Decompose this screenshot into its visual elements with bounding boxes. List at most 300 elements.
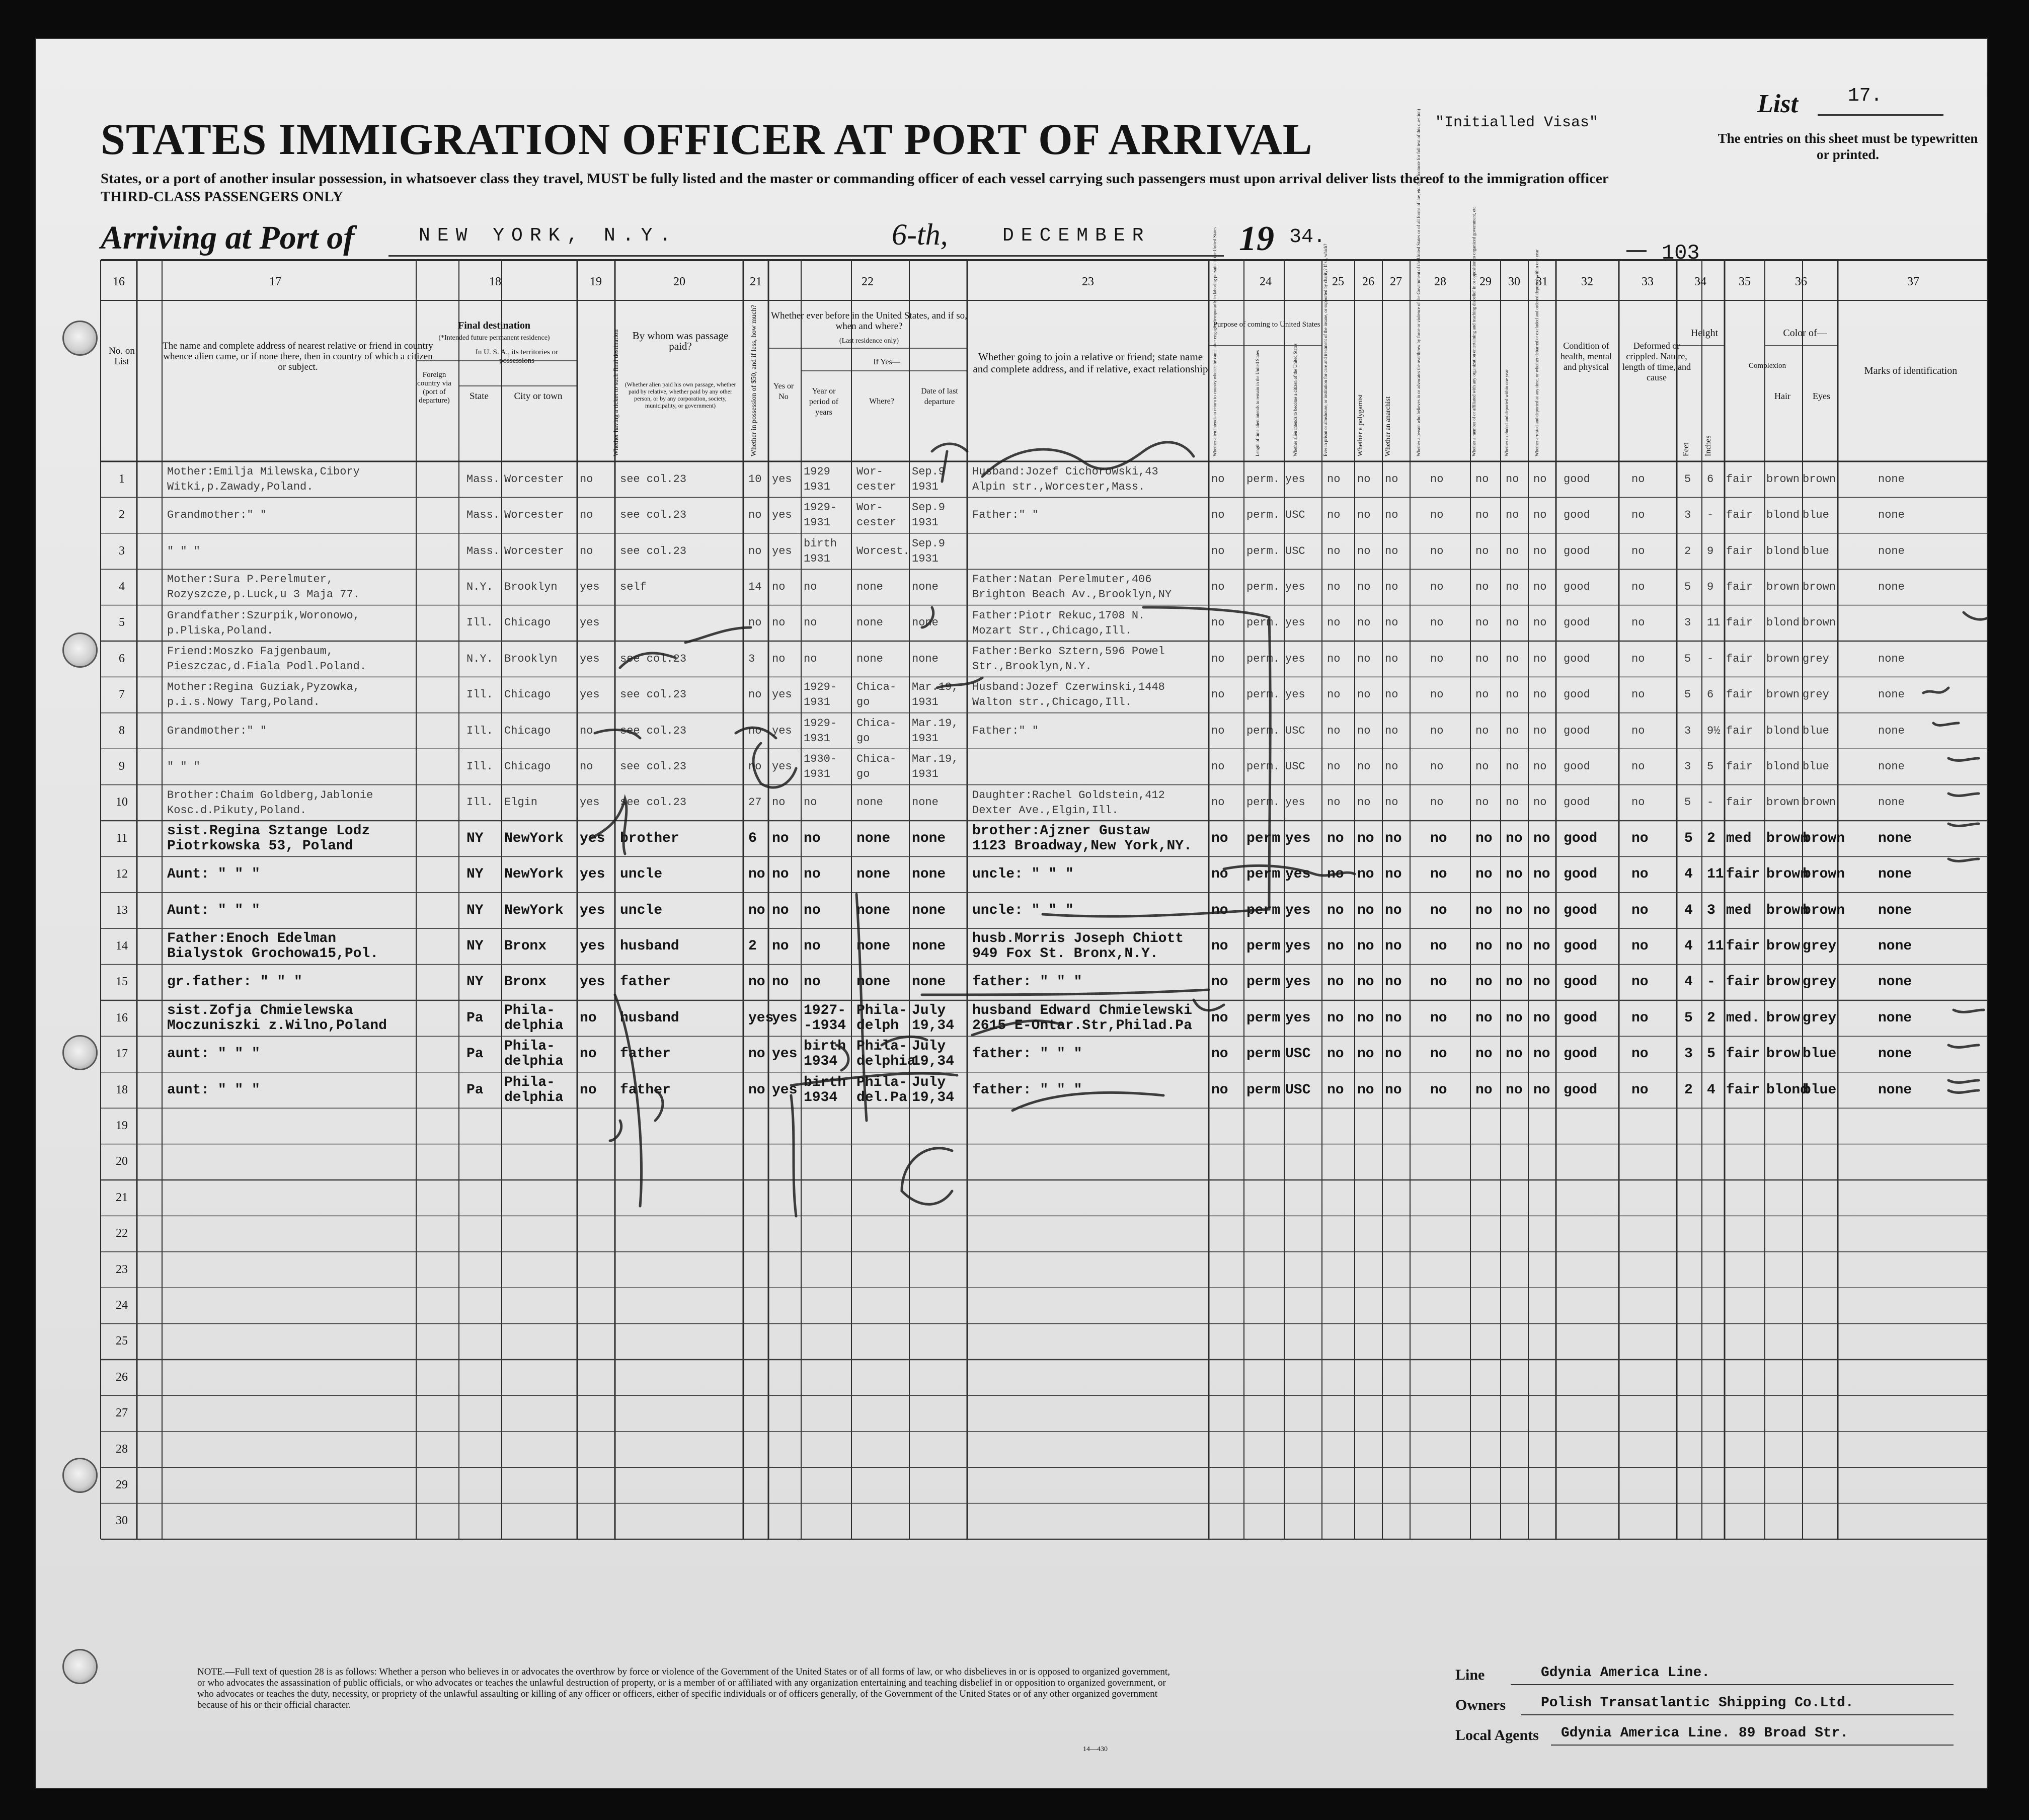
header-final-destination: Final destination — [458, 320, 530, 331]
complexion-value: med — [1726, 830, 1752, 846]
deformed-value: no — [1631, 509, 1645, 522]
complexion-value: fair — [1726, 616, 1753, 629]
height-feet: 3 — [1684, 724, 1691, 737]
destination-city: NewYork — [504, 830, 564, 846]
purpose-length: perm — [1246, 902, 1281, 918]
years-in-us: no — [804, 616, 817, 629]
relative-address: Brother:Chaim Goldberg,Jablonie — [167, 788, 373, 802]
polygamist-value: no — [1357, 544, 1371, 558]
height-feet: 4 — [1684, 866, 1693, 883]
organization-value: no — [1475, 830, 1493, 846]
money-value: 10 — [748, 472, 762, 486]
last-departure-date: July — [912, 1074, 946, 1090]
header-purpose-return: Whether alien intends to return to country whence he came after engaging temporarily in laboring pursuits in the United States — [1212, 226, 1217, 456]
arrival-year-prefix: 19 — [1239, 219, 1274, 258]
ever-before-value: no — [772, 938, 789, 954]
anarchist-value: no — [1385, 830, 1402, 846]
joining-relative: Father:" " — [972, 724, 1039, 737]
purpose-return: no — [1211, 830, 1228, 846]
destination-city: Phila- — [504, 1039, 555, 1055]
purpose-length: perm. — [1246, 616, 1280, 629]
ticket-value: yes — [580, 830, 605, 846]
height-feet: 4 — [1684, 902, 1693, 918]
deported-value: no — [1533, 902, 1550, 918]
purpose-return: no — [1211, 796, 1225, 809]
height-inches: 9½ — [1707, 724, 1721, 737]
anarchist-value: no — [1385, 974, 1402, 990]
relative-address: " " " — [167, 544, 201, 558]
passage-paid-by: husband — [620, 938, 679, 954]
joining-relative: Father:" " — [972, 509, 1039, 522]
header-organization: Whether a member of or affiliated with any organization entertaining and teaching disbelief in or opposition to organized government, etc. — [1471, 205, 1476, 456]
header-ever-before-sub: (Last residence only) — [839, 337, 899, 345]
header-where: Where? — [869, 397, 894, 406]
height-feet: 4 — [1684, 938, 1693, 954]
purpose-citizen: yes — [1285, 616, 1305, 629]
deformed-value: no — [1631, 866, 1649, 883]
header-yes-no: Yes or No — [773, 382, 794, 401]
last-departure-date: none — [912, 580, 939, 593]
ever-before-value: yes — [772, 724, 792, 737]
organization-value: no — [1475, 974, 1493, 990]
row-number: 23 — [116, 1262, 128, 1276]
overthrow-value: no — [1430, 1010, 1447, 1026]
deported-value: no — [1533, 796, 1547, 809]
last-departure-date: July — [912, 1003, 946, 1018]
polygamist-value: no — [1357, 1010, 1374, 1026]
anarchist-value: no — [1385, 796, 1398, 809]
last-departure-date: 19,34 — [912, 1018, 955, 1034]
row-number: 21 — [116, 1191, 128, 1204]
hair-color: brown — [1766, 652, 1800, 665]
polygamist-value: no — [1357, 974, 1374, 990]
height-inches: 9 — [1707, 544, 1714, 558]
polygamist-value: no — [1357, 1082, 1374, 1098]
where-in-us: Wor- — [856, 465, 883, 478]
identification-marks: none — [1878, 724, 1905, 737]
ticket-value: yes — [580, 902, 605, 918]
passage-paid-by: uncle — [620, 866, 663, 883]
years-in-us: no — [804, 796, 817, 809]
purpose-length: perm — [1246, 1010, 1281, 1026]
where-in-us: Chica- — [856, 717, 897, 730]
polygamist-value: no — [1357, 652, 1371, 665]
header-excluded: Whether excluded and deported within one year — [1504, 369, 1509, 456]
line-underline — [1511, 1684, 1954, 1685]
last-departure-date: none — [912, 866, 946, 883]
relative-address: Aunt: " " " — [167, 866, 260, 883]
purpose-length: perm. — [1246, 580, 1280, 593]
eye-color: brown — [1803, 616, 1836, 629]
owners-label: Owners — [1455, 1697, 1506, 1713]
eye-color: blue — [1803, 1046, 1837, 1062]
deported-value: no — [1533, 472, 1547, 486]
relative-address: Witki,p.Zawady,Poland. — [167, 481, 314, 493]
prison-value: no — [1327, 1046, 1344, 1062]
last-departure-date: 19,34 — [912, 1089, 955, 1105]
ticket-value: no — [580, 472, 593, 486]
page-number: 103 — [1662, 241, 1700, 265]
last-departure-date: none — [912, 796, 939, 809]
purpose-length: perm. — [1246, 688, 1280, 701]
where-in-us: delph — [856, 1018, 899, 1034]
manifest-sheet — [35, 38, 1988, 1789]
years-in-us: 1927- — [804, 1003, 846, 1018]
height-inches: 2 — [1707, 830, 1715, 846]
purpose-citizen: yes — [1285, 796, 1305, 809]
overthrow-value: no — [1430, 544, 1444, 558]
ticket-value: yes — [580, 938, 605, 954]
money-value: no — [748, 1082, 765, 1098]
organization-value: no — [1475, 509, 1489, 522]
ever-before-value: no — [772, 974, 789, 990]
prison-value: no — [1327, 830, 1344, 846]
eye-color: grey — [1803, 938, 1837, 954]
identification-marks: none — [1878, 1046, 1912, 1062]
purpose-citizen: USC — [1285, 509, 1305, 522]
deported-value: no — [1533, 724, 1547, 737]
anarchist-value: no — [1385, 688, 1398, 701]
purpose-return: no — [1211, 760, 1225, 773]
header-fifty-dollars: Whether in possession of $50, and if less, how much? — [750, 304, 758, 456]
header-overthrow: Whether a person who believes in or advocates the overthrow by force or violence of the Government of the United States or of all forms of law, etc. (See footnote for full text of this question) — [1416, 109, 1421, 456]
passenger-class: THIRD-CLASS PASSENGERS ONLY — [101, 189, 343, 205]
money-value: 14 — [748, 580, 762, 593]
column-number: 24 — [1260, 275, 1272, 288]
overthrow-value: no — [1430, 866, 1447, 883]
purpose-length: perm. — [1246, 509, 1280, 522]
polygamist-value: no — [1357, 938, 1374, 954]
hair-color: brown — [1766, 688, 1800, 701]
money-value: no — [748, 760, 762, 773]
last-departure-date: 19,34 — [912, 1054, 955, 1070]
passage-paid-by: husband — [620, 1010, 679, 1026]
height-inches: - — [1707, 509, 1714, 522]
form-code: 14—430 — [1083, 1746, 1108, 1753]
overthrow-value: no — [1430, 938, 1447, 954]
years-in-us: 1931 — [804, 768, 830, 781]
where-in-us: none — [856, 796, 883, 809]
purpose-length: perm. — [1246, 472, 1280, 486]
column-number: 32 — [1581, 275, 1593, 288]
deformed-value: no — [1631, 472, 1645, 486]
hair-color: blond — [1766, 760, 1800, 773]
destination-city: Worcester — [504, 544, 564, 558]
complexion-value: fair — [1726, 938, 1760, 954]
relative-address: Grandmother:" " — [167, 724, 267, 737]
prison-value: no — [1327, 688, 1341, 701]
complexion-value: med — [1726, 902, 1752, 918]
header-final-destination-sub: (*Intended future permanent residence) — [438, 334, 550, 342]
purpose-return: no — [1211, 866, 1228, 883]
eye-color: brown — [1803, 866, 1845, 883]
header-join-relative: Whether going to join a relative or friend; state name and complete address, and if relative, exact relationship — [973, 351, 1208, 375]
header-hair: Hair — [1774, 391, 1790, 401]
overthrow-value: no — [1430, 580, 1444, 593]
last-departure-date: 1931 — [912, 696, 939, 709]
header-feet: Feet — [1682, 442, 1690, 456]
organization-value: no — [1475, 866, 1493, 883]
money-value: no — [748, 688, 762, 701]
row-number: 5 — [119, 616, 125, 629]
where-in-us: none — [856, 830, 891, 846]
header-inches: Inches — [1704, 435, 1712, 456]
header-marks: Marks of identification — [1864, 365, 1958, 376]
complexion-value: fair — [1726, 580, 1753, 593]
organization-value: no — [1475, 472, 1489, 486]
row-number: 12 — [116, 867, 128, 881]
where-in-us: none — [856, 938, 891, 954]
destination-state: NY — [466, 938, 484, 954]
deported-value: no — [1533, 1010, 1550, 1026]
where-in-us: Phila- — [856, 1074, 907, 1090]
joining-relative: Str.,Brooklyn,N.Y. — [972, 660, 1092, 673]
complexion-value: fair — [1726, 652, 1753, 665]
ever-before-value: no — [772, 796, 786, 809]
destination-state: Ill. — [466, 796, 493, 809]
purpose-return: no — [1211, 509, 1225, 522]
purpose-return: no — [1211, 1082, 1228, 1098]
column-number: 30 — [1508, 275, 1520, 288]
passage-paid-by: see col.23 — [620, 724, 687, 737]
deported-value: no — [1533, 544, 1547, 558]
column-number: 21 — [750, 275, 762, 288]
joining-relative: father: " " " — [972, 1046, 1082, 1062]
years-in-us: 1931 — [804, 516, 830, 529]
header-eyes: Eyes — [1813, 391, 1830, 401]
height-inches: - — [1707, 974, 1715, 990]
eye-color: blue — [1803, 544, 1829, 558]
relative-address: Father:Enoch Edelman — [167, 931, 337, 947]
row-number: 18 — [116, 1083, 128, 1096]
purpose-return: no — [1211, 472, 1225, 486]
identification-marks: none — [1878, 902, 1912, 918]
relative-address: Bialystok Grochowa15,Pol. — [167, 946, 379, 962]
column-number: 28 — [1434, 275, 1446, 288]
height-feet: 2 — [1684, 544, 1691, 558]
complexion-value: fair — [1726, 724, 1753, 737]
years-in-us: 1930- — [804, 753, 837, 766]
last-departure-date: none — [912, 652, 939, 665]
deformed-value: no — [1631, 760, 1645, 773]
height-feet: 2 — [1684, 1082, 1693, 1098]
ever-before-value: yes — [772, 544, 792, 558]
polygamist-value: no — [1357, 688, 1371, 701]
deformed-value: no — [1631, 1082, 1649, 1098]
money-value: no — [748, 724, 762, 737]
hair-color: brown — [1766, 830, 1809, 846]
polygamist-value: no — [1357, 866, 1374, 883]
where-in-us: none — [856, 652, 883, 665]
polygamist-value: no — [1357, 902, 1374, 918]
prison-value: no — [1327, 652, 1341, 665]
hair-color: brown — [1766, 866, 1809, 883]
where-in-us: Phila- — [856, 1003, 907, 1018]
eye-color: blue — [1803, 724, 1829, 737]
column-number: 37 — [1907, 275, 1919, 288]
overthrow-value: no — [1430, 1082, 1447, 1098]
height-inches: 5 — [1707, 1046, 1715, 1062]
last-departure-date: 1931 — [912, 481, 939, 493]
height-inches: 6 — [1707, 688, 1714, 701]
destination-state: Mass. — [466, 472, 500, 486]
where-in-us: none — [856, 974, 891, 990]
health-value: good — [1564, 688, 1590, 701]
ever-before-value: yes — [772, 1046, 798, 1062]
line-label: Line — [1455, 1667, 1485, 1683]
complexion-value: fair — [1726, 796, 1753, 809]
row-number: 1 — [119, 472, 125, 486]
ticket-value: yes — [580, 866, 605, 883]
ever-before-value: yes — [772, 1082, 798, 1098]
row-number: 11 — [116, 831, 128, 845]
ticket-value: yes — [580, 796, 600, 809]
health-value: good — [1564, 866, 1598, 883]
row-number: 27 — [116, 1406, 128, 1420]
joining-relative: 2615 E-Ontar.Str,Philad.Pa — [972, 1018, 1192, 1034]
destination-city: Chicago — [504, 616, 551, 629]
ticket-value: yes — [580, 652, 600, 665]
joining-relative: uncle: " " " — [972, 902, 1074, 918]
header-deformed: Deformed or crippled. Nature, length of time, and cause — [1622, 341, 1691, 382]
height-inches: 11 — [1707, 616, 1721, 629]
last-departure-date: Mar.19, — [912, 681, 959, 694]
excluded-value: no — [1506, 580, 1519, 593]
where-in-us: del.Pa — [856, 1089, 907, 1105]
height-inches: - — [1707, 796, 1714, 809]
column-number: 33 — [1642, 275, 1654, 288]
purpose-return: no — [1211, 652, 1225, 665]
excluded-value: no — [1506, 1010, 1523, 1026]
relative-address: Piotrkowska 53, Poland — [167, 838, 353, 854]
excluded-value: no — [1506, 830, 1523, 846]
destination-state: N.Y. — [466, 652, 493, 665]
row-number: 26 — [116, 1370, 128, 1384]
deformed-value: no — [1631, 616, 1645, 629]
header-nearest-relative: The name and complete address of nearest relative or friend in country whence alien came, or if none there, then in country of which a citizen or subject. — [163, 341, 433, 372]
identification-marks: none — [1878, 938, 1912, 954]
prison-value: no — [1327, 724, 1341, 737]
purpose-return: no — [1211, 974, 1228, 990]
purpose-citizen: USC — [1285, 760, 1305, 773]
excluded-value: no — [1506, 1082, 1523, 1098]
where-in-us: go — [856, 768, 870, 781]
row-number: 30 — [116, 1514, 128, 1528]
where-in-us: go — [856, 696, 870, 709]
money-value: no — [748, 866, 765, 883]
polygamist-value: no — [1357, 796, 1371, 809]
destination-state: N.Y. — [466, 580, 493, 593]
deported-value: no — [1533, 866, 1550, 883]
deformed-value: no — [1631, 938, 1649, 954]
joining-relative: 1123 Broadway,New York,NY. — [972, 838, 1192, 854]
joining-relative: Alpin str.,Worcester,Mass. — [972, 481, 1145, 493]
anarchist-value: no — [1385, 1082, 1402, 1098]
years-in-us: 1929- — [804, 717, 837, 730]
ticket-value: no — [580, 1082, 597, 1098]
joining-relative: Daughter:Rachel Goldstein,412 — [972, 788, 1165, 802]
years-in-us: no — [804, 902, 821, 918]
row-number: 2 — [119, 508, 125, 522]
ever-before-value: no — [772, 580, 786, 593]
organization-value: no — [1475, 1082, 1493, 1098]
deported-value: no — [1533, 974, 1550, 990]
joining-relative: father: " " " — [972, 974, 1082, 990]
where-in-us: cester — [856, 481, 897, 493]
hair-color: brow — [1766, 1010, 1801, 1026]
complexion-value: fair — [1726, 974, 1760, 990]
ever-before-value: no — [772, 866, 789, 883]
hair-color: brown — [1766, 902, 1809, 918]
ticket-value: yes — [580, 616, 600, 629]
excluded-value: no — [1506, 652, 1519, 665]
header-anarchist: Whether an anarchist — [1384, 397, 1392, 456]
header-foreign-country: Foreign country via (port of departure) — [417, 371, 451, 405]
purpose-citizen: yes — [1285, 974, 1311, 990]
money-value: 27 — [748, 796, 762, 809]
years-in-us: 1934 — [804, 1089, 838, 1105]
destination-state: NY — [466, 866, 484, 883]
row-number: 10 — [116, 796, 128, 809]
hair-color: brow — [1766, 974, 1801, 990]
money-value: no — [748, 509, 762, 522]
passage-paid-by: see col.23 — [620, 509, 687, 522]
visa-note: "Initialled Visas" — [1435, 114, 1599, 131]
overthrow-value: no — [1430, 796, 1444, 809]
destination-state: NY — [466, 974, 484, 990]
owners-value: Polish Transatlantic Shipping Co.Ltd. — [1541, 1695, 1854, 1711]
organization-value: no — [1475, 1010, 1493, 1026]
prison-value: no — [1327, 1010, 1344, 1026]
purpose-citizen: USC — [1285, 724, 1305, 737]
where-in-us: none — [856, 580, 883, 593]
identification-marks: none — [1878, 544, 1905, 558]
hair-color: blond — [1766, 509, 1800, 522]
column-number: 27 — [1390, 275, 1402, 288]
row-number: 28 — [116, 1442, 128, 1456]
purpose-length: perm. — [1246, 544, 1280, 558]
overthrow-value: no — [1430, 652, 1444, 665]
hair-color: blond — [1766, 544, 1800, 558]
years-in-us: 1931 — [804, 552, 830, 565]
ticket-value: yes — [580, 580, 600, 593]
purpose-citizen: yes — [1285, 688, 1305, 701]
deformed-value: no — [1631, 688, 1645, 701]
ticket-value: no — [580, 509, 593, 522]
deported-value: no — [1533, 1046, 1550, 1062]
anarchist-value: no — [1385, 652, 1398, 665]
deported-value: no — [1533, 1082, 1550, 1098]
excluded-value: no — [1506, 616, 1519, 629]
organization-value: no — [1475, 544, 1489, 558]
money-value: no — [748, 544, 762, 558]
years-in-us: -1934 — [804, 1018, 846, 1034]
ticket-value: yes — [580, 974, 605, 990]
anarchist-value: no — [1385, 472, 1398, 486]
organization-value: no — [1475, 580, 1489, 593]
ticket-value: no — [580, 1010, 597, 1026]
passage-paid-by: see col.23 — [620, 652, 687, 665]
organization-value: no — [1475, 760, 1489, 773]
column-number: 34 — [1694, 275, 1706, 288]
column-number: 29 — [1479, 275, 1492, 288]
overthrow-value: no — [1430, 974, 1447, 990]
health-value: good — [1564, 938, 1598, 954]
last-departure-date: 1931 — [912, 768, 939, 781]
eye-color: brown — [1803, 830, 1845, 846]
destination-state: Ill. — [466, 616, 493, 629]
passage-paid-by: see col.23 — [620, 472, 687, 486]
